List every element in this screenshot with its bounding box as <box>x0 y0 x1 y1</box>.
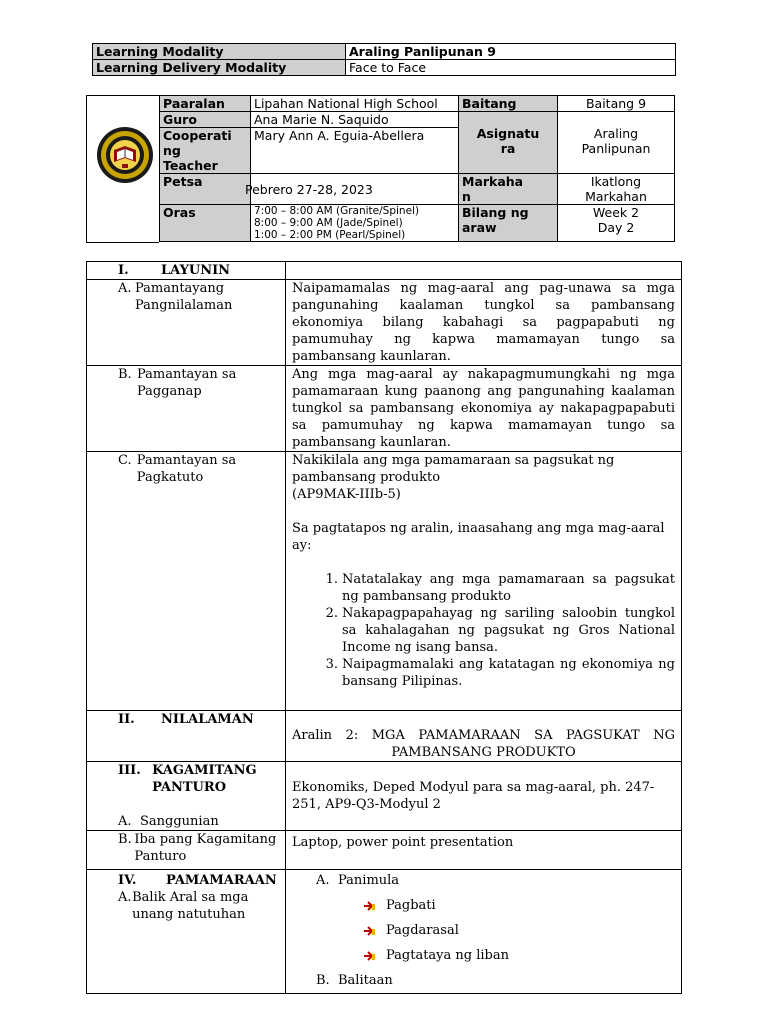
pamantayang-pangnilalaman-text: Naipamamalas ng mag-aaral ang pag-unawa sa mga pangunahing kaalaman tungkol sa pambansang ekonomiya bilang kabahagi sa pagpapabuti ng pamumuhay ng kapwa mamamayan tungo sa pambansang kaunlaran. <box>286 280 682 366</box>
info-table <box>159 95 675 242</box>
pamantayan-pagkatuto-label: C. Pamantayan sa Pagkatuto <box>87 452 286 711</box>
objective-item: 3. Naipagmamalaki ang katatagan ng ekonomiya ng bansang Pilipinas. <box>325 657 675 689</box>
paaralan-label: Paaralan <box>160 96 251 112</box>
balitaan-item: B. Balitaan <box>316 973 393 988</box>
pamamaraan-content <box>286 870 682 994</box>
coop-teacher-value: Mary Ann A. Eguia-Abellera <box>251 128 459 174</box>
school-seal-logo <box>92 126 158 184</box>
markahan-value: Ikatlong Markahan <box>558 174 675 205</box>
section-nilalaman-heading: II. NILALAMAN <box>87 711 286 762</box>
arrow-bullet-icon <box>364 950 376 962</box>
bilang-day: Day 2 <box>597 220 635 235</box>
iba-pang-kagamitan-text: Laptop, power point presentation <box>286 831 682 870</box>
learning-modality-label: Learning Modality <box>93 44 346 60</box>
lesson-plan-table <box>86 261 682 994</box>
guro-value: Ana Marie N. Saquido <box>251 112 459 128</box>
arrow-bullet-icon <box>364 925 376 937</box>
section-kagamitan-heading: III. KAGAMITANG PANTURO A. Sanggunian <box>87 762 286 831</box>
pamantayan-pagkatuto-content <box>286 452 682 711</box>
bullet-item: Pagtataya ng liban <box>364 943 675 968</box>
delivery-modality-label: Learning Delivery Modality <box>93 60 346 76</box>
objective-item: 1. Natatalakay ang mga pamamaraan sa pagsukat ng pambansang produkto <box>325 572 675 604</box>
pamantayan-pagganap-label: B. Pamantayan sa Pagganap <box>87 366 286 452</box>
petsa-value: Pebrero 27-28, 2023 <box>251 174 459 205</box>
pagkatuto-text: Nakikilala ang mga pamamaraan sa pagsukat ng pambansang produkto <box>292 453 615 485</box>
guro-label: Guro <box>160 112 251 128</box>
section-layunin-content <box>286 262 682 280</box>
panimula-item: A. Panimula <box>316 873 400 888</box>
bullet-item: Pagdarasal <box>364 918 675 943</box>
pagkatuto-code: (AP9MAK-IIIb-5) <box>292 487 401 502</box>
nilalaman-text: Aralin 2: MGA PAMAMARAAN SA PAGSUKAT NG PAMBANSANG PRODUKTO <box>286 711 682 762</box>
oras-line-3: 1:00 – 2:00 PM (Pearl/Spinel) <box>254 229 406 241</box>
markahan-label: Markaha n <box>459 174 558 205</box>
pamantayan-pagganap-text: Ang mga mag-aaral ay nakapagmumungkahi ng mga pamamaraan kung paanong ang pangunahing kaalaman tungkol sa pambansang ekonomiya ay nakapagpapabuti sa pamumuhay ng kapwa mamamayan tungo sa pambansang kaunlaran. <box>286 366 682 452</box>
section-layunin-heading: I. LAYUNIN <box>87 262 286 280</box>
iba-pang-kagamitan-label: B. Iba pang Kagamitang Panturo <box>87 831 286 870</box>
sanggunian-text: Ekonomiks, Deped Modyul para sa mag-aaral, ph. 247-251, AP9-Q3-Modyul 2 <box>286 762 682 831</box>
objectives-list <box>292 571 675 690</box>
petsa-label: Petsa <box>160 174 251 205</box>
pagkatuto-intro: Sa pagtatapos ng aralin, inaasahang ang mga mag-aaral ay: <box>292 521 665 553</box>
oras-line-2: 8:00 – 9:00 AM (Jade/Spinel) <box>254 217 403 229</box>
asignatura-label: Asignatu ra <box>459 112 558 174</box>
bilang-week: Week 2 <box>592 205 640 220</box>
delivery-modality-value: Face to Face <box>346 60 676 76</box>
coop-teacher-label: Cooperati ng Teacher <box>160 128 251 174</box>
bilang-value <box>558 205 675 242</box>
baitang-label: Baitang <box>459 96 558 112</box>
bilang-label: Bilang ng araw <box>459 205 558 242</box>
oras-value <box>251 205 459 242</box>
objective-item: 2. Nakapagpapahayag ng sariling saloobin tungkol sa kahalagahan ng pagsukat ng Gros National Income ng isang bansa. <box>325 606 675 655</box>
learning-modality-value: Araling Panlipunan 9 <box>346 44 676 60</box>
arrow-bullet-icon <box>364 900 376 912</box>
baitang-value: Baitang 9 <box>558 96 675 112</box>
pamantayang-pangnilalaman-label: A. Pamantayang Pangnilalaman <box>87 280 286 366</box>
paaralan-value: Lipahan National High School <box>251 96 459 112</box>
section-pamamaraan-heading: IV. PAMAMARAAN A. Balik Aral sa mga unang natutuhan <box>87 870 286 994</box>
oras-label: Oras <box>160 205 251 242</box>
modality-table <box>92 43 676 76</box>
asignatura-value: Araling Panlipunan <box>558 112 675 174</box>
oras-line-1: 7:00 – 8:00 AM (Granite/Spinel) <box>254 205 420 217</box>
bullet-item: Pagbati <box>364 893 675 918</box>
